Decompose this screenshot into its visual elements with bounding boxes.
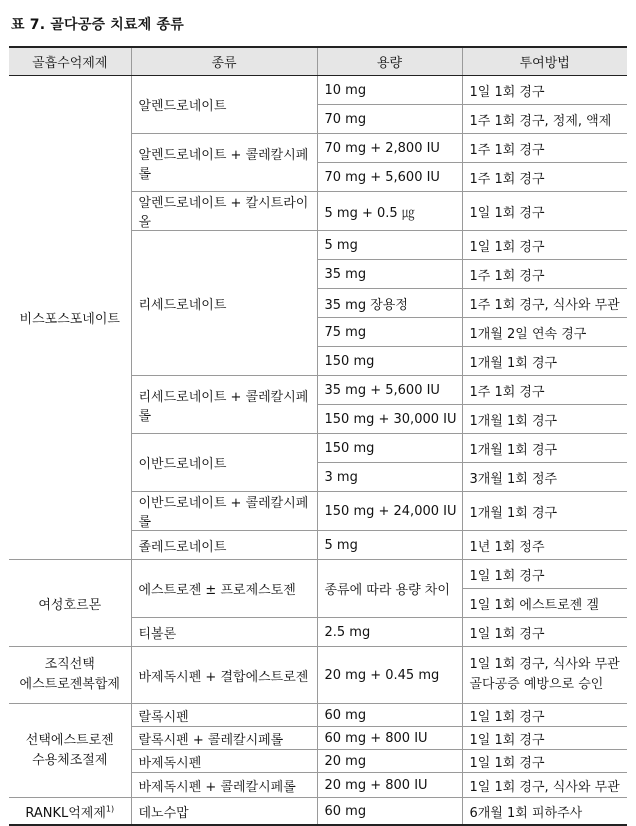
drug-cell: 이반드로네이트 — [131, 434, 317, 492]
class-label: RANKL억제제 — [25, 805, 106, 821]
method-cell: 1일 1회 에스트로젠 겔 — [462, 589, 627, 618]
method-cell: 1주 1회 경구 — [462, 260, 627, 289]
method-cell: 6개월 1회 피하주사 — [462, 798, 627, 826]
dose-cell: 35 mg — [317, 260, 462, 289]
dose-cell: 10 mg — [317, 76, 462, 105]
dose-cell: 20 mg — [317, 750, 462, 773]
drug-cell: 리세드로네이트 — [131, 231, 317, 376]
method-cell: 1개월 2일 연속 경구 — [462, 318, 627, 347]
dose-cell: 5 mg — [317, 231, 462, 260]
method-cell: 1주 1회 경구 — [462, 163, 627, 192]
method-cell: 1개월 1회 경구 — [462, 492, 627, 531]
footnote-marker: 1) — [105, 804, 115, 814]
drug-cell: 바제독시펜 + 결합에스트로젠 — [131, 647, 317, 704]
drug-cell: 에스트로젠 ± 프로제스토젠 — [131, 560, 317, 618]
method-cell: 1주 1회 경구, 식사와 무관 — [462, 289, 627, 318]
method-cell — [462, 647, 627, 704]
drug-cell: 랄록시펜 + 콜레칼시페롤 — [131, 727, 317, 750]
method-cell: 1일 1회 경구 — [462, 750, 627, 773]
dose-cell: 150 mg + 30,000 IU — [317, 405, 462, 434]
table-row — [9, 704, 627, 727]
table-row — [9, 76, 627, 105]
method-cell: 1개월 1회 경구 — [462, 347, 627, 376]
dose-cell: 150 mg — [317, 434, 462, 463]
method-cell: 1일 1회 경구, 식사와 무관 — [462, 773, 627, 798]
drug-cell: 데노수맙 — [131, 798, 317, 826]
dose-cell: 70 mg + 2,800 IU — [317, 134, 462, 163]
method-cell: 1일 1회 경구 — [462, 618, 627, 647]
method-cell: 1일 1회 경구 — [462, 76, 627, 105]
class-line: 에스트로젠복합제 — [19, 677, 120, 692]
header-dose: 용량 — [317, 47, 462, 76]
method-cell: 1일 1회 경구 — [462, 231, 627, 260]
drug-cell: 바제독시펜 + 콜레칼시페롤 — [131, 773, 317, 798]
method-cell: 1개월 1회 경구 — [462, 434, 627, 463]
method-cell: 1년 1회 정주 — [462, 531, 627, 560]
dose-cell: 종류에 따라 용량 차이 — [317, 560, 462, 618]
dose-cell: 5 mg + 0.5 ㎍ — [317, 192, 462, 231]
drug-cell: 랄록시펜 — [131, 704, 317, 727]
drug-cell: 이반드로네이트 + 콜레칼시페롤 — [131, 492, 317, 531]
dose-cell: 35 mg 장용정 — [317, 289, 462, 318]
dose-cell: 150 mg — [317, 347, 462, 376]
method-cell: 1개월 1회 경구 — [462, 405, 627, 434]
drug-cell: 바제독시펜 — [131, 750, 317, 773]
class-serm — [9, 704, 131, 798]
method-cell: 1주 1회 경구, 정제, 액제 — [462, 105, 627, 134]
dose-cell: 60 mg — [317, 704, 462, 727]
table-row — [9, 560, 627, 589]
method-cell: 1일 1회 경구 — [462, 560, 627, 589]
dose-cell: 60 mg + 800 IU — [317, 727, 462, 750]
method-line: 1일 1회 경구, 식사와 무관 — [469, 657, 620, 672]
class-hormone: 여성호르몬 — [9, 560, 131, 647]
method-cell: 1일 1회 경구 — [462, 192, 627, 231]
method-cell: 1주 1회 경구 — [462, 134, 627, 163]
class-line: 선택에스트로젠 — [25, 732, 114, 748]
header-class: 골흡수억제제 — [9, 47, 131, 76]
table-caption: 표 7. 골다공증 치료제 종류 — [11, 17, 184, 33]
drug-cell: 알렌드로네이트 — [131, 76, 317, 134]
dose-cell: 20 mg + 0.45 mg — [317, 647, 462, 704]
method-cell: 1일 1회 경구 — [462, 727, 627, 750]
class-line: 조직선택 — [44, 657, 95, 672]
header-method: 투여방법 — [462, 47, 627, 76]
method-cell: 1일 1회 경구 — [462, 704, 627, 727]
dose-cell: 35 mg + 5,600 IU — [317, 376, 462, 405]
method-line: 골다공증 예방으로 승인 — [469, 677, 604, 692]
class-tissue-selective — [9, 647, 131, 704]
drug-cell: 알렌드로네이트 + 칼시트라이올 — [131, 192, 317, 231]
drug-cell: 티볼론 — [131, 618, 317, 647]
drug-cell: 졸레드로네이트 — [131, 531, 317, 560]
dose-cell: 2.5 mg — [317, 618, 462, 647]
treatment-table — [9, 46, 627, 826]
header-drug: 종류 — [131, 47, 317, 76]
dose-cell: 75 mg — [317, 318, 462, 347]
drug-cell: 알렌드로네이트 + 콜레칼시페롤 — [131, 134, 317, 192]
class-line: 수용체조절제 — [32, 752, 108, 768]
dose-cell: 70 mg + 5,600 IU — [317, 163, 462, 192]
dose-cell: 60 mg — [317, 798, 462, 826]
table-row — [9, 647, 627, 704]
header-row — [9, 47, 627, 76]
drug-cell: 리세드로네이트 + 콜레칼시페롤 — [131, 376, 317, 434]
dose-cell: 20 mg + 800 IU — [317, 773, 462, 798]
method-cell: 3개월 1회 정주 — [462, 463, 627, 492]
dose-cell: 3 mg — [317, 463, 462, 492]
class-bisphosphonate: 비스포스포네이트 — [9, 76, 131, 560]
dose-cell: 70 mg — [317, 105, 462, 134]
dose-cell: 5 mg — [317, 531, 462, 560]
method-cell: 1주 1회 경구 — [462, 376, 627, 405]
dose-cell: 150 mg + 24,000 IU — [317, 492, 462, 531]
